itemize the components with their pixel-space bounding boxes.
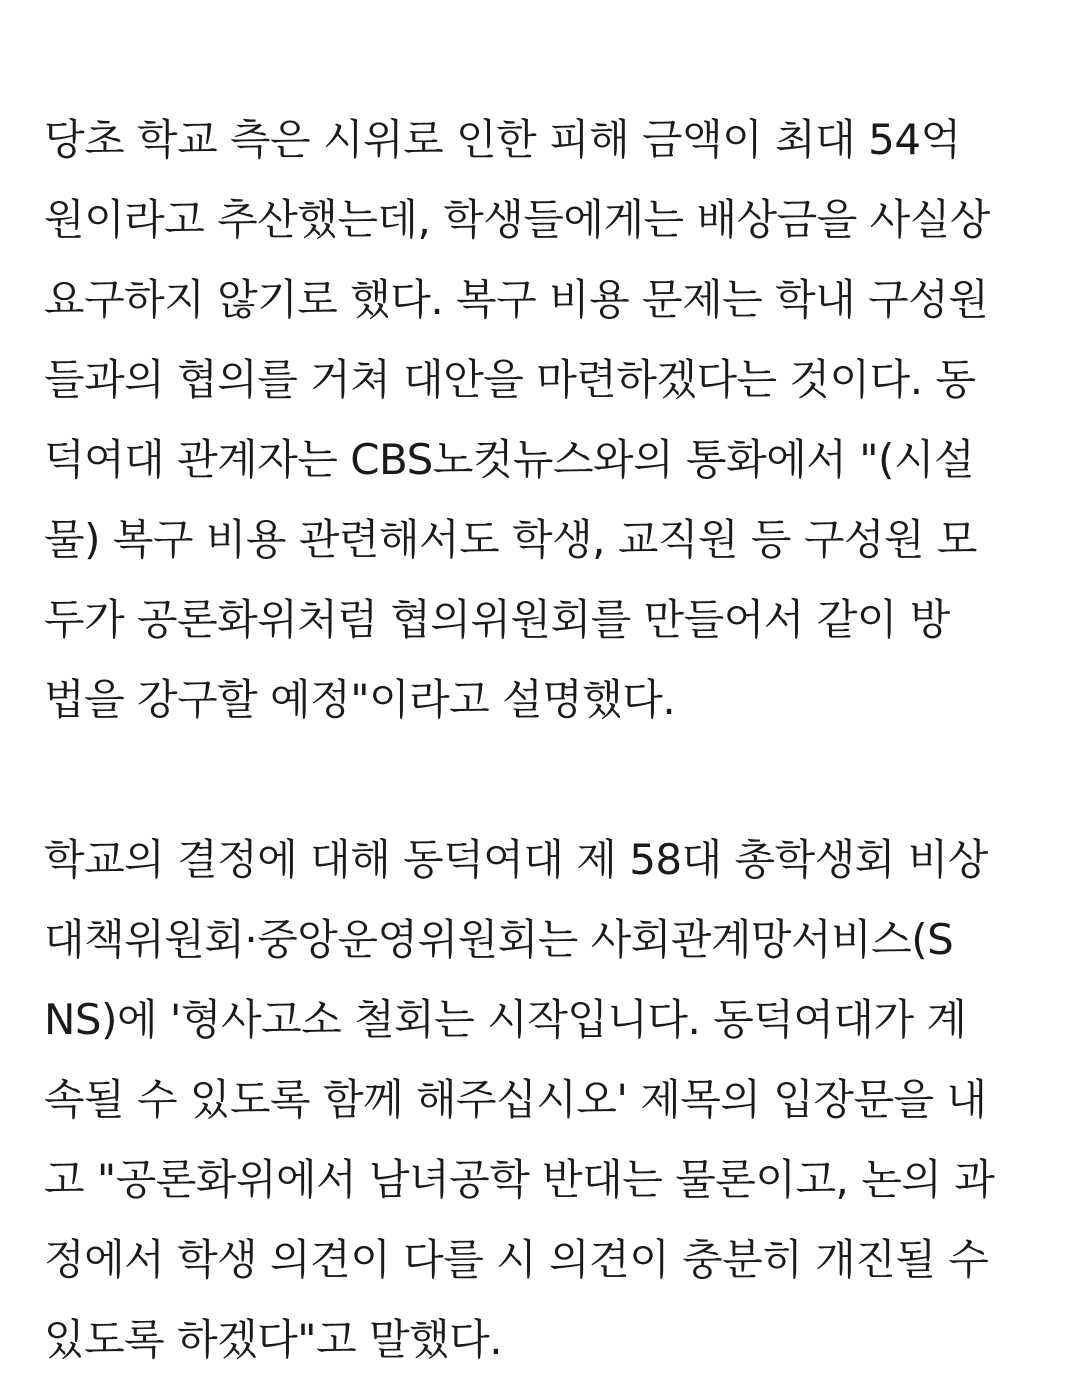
paragraph-line: 덕여대 관계자는 CBS노컷뉴스와의 통화에서 "(시설 [44, 435, 975, 484]
paragraph-line: 고 "공론화위에서 남녀공학 반대는 물론이고, 논의 과 [44, 1155, 995, 1204]
article-body [44, 100, 1044, 1380]
paragraph-line: 물) 복구 비용 관련해서도 학생, 교직원 등 구성원 모 [44, 515, 977, 564]
paragraph-line: 정에서 학생 의견이 다를 시 의견이 충분히 개진될 수 [44, 1235, 989, 1284]
paragraph-spacer [44, 740, 1044, 820]
paragraph-line: 학교의 결정에 대해 동덕여대 제 58대 총학생회 비상 [44, 835, 988, 884]
paragraph-line: 들과의 협의를 거쳐 대안을 마련하겠다는 것이다. 동 [44, 355, 976, 404]
paragraph-line: 법을 강구할 예정"이라고 설명했다. [44, 675, 676, 724]
article-paragraph-1 [44, 100, 1044, 740]
paragraph-line: 속될 수 있도록 함께 해주십시오' 제목의 입장문을 내 [44, 1075, 987, 1124]
paragraph-line: 요구하지 않기로 했다. 복구 비용 문제는 학내 구성원 [44, 275, 989, 324]
paragraph-line: 원이라고 추산했는데, 학생들에게는 배상금을 사실상 [44, 195, 990, 244]
paragraph-line: NS)에 '형사고소 철회는 시작입니다. 동덕여대가 계 [44, 995, 967, 1044]
paragraph-line: 두가 공론화위처럼 협의위원회를 만들어서 같이 방 [44, 595, 950, 644]
article-paragraph-2 [44, 820, 1044, 1380]
paragraph-line: 있도록 하겠다"고 말했다. [44, 1315, 503, 1364]
paragraph-line: 대책위원회·중앙운영위원회는 사회관계망서비스(S [44, 915, 954, 964]
paragraph-line: 당초 학교 측은 시위로 인한 피해 금액이 최대 54억 [44, 115, 961, 164]
